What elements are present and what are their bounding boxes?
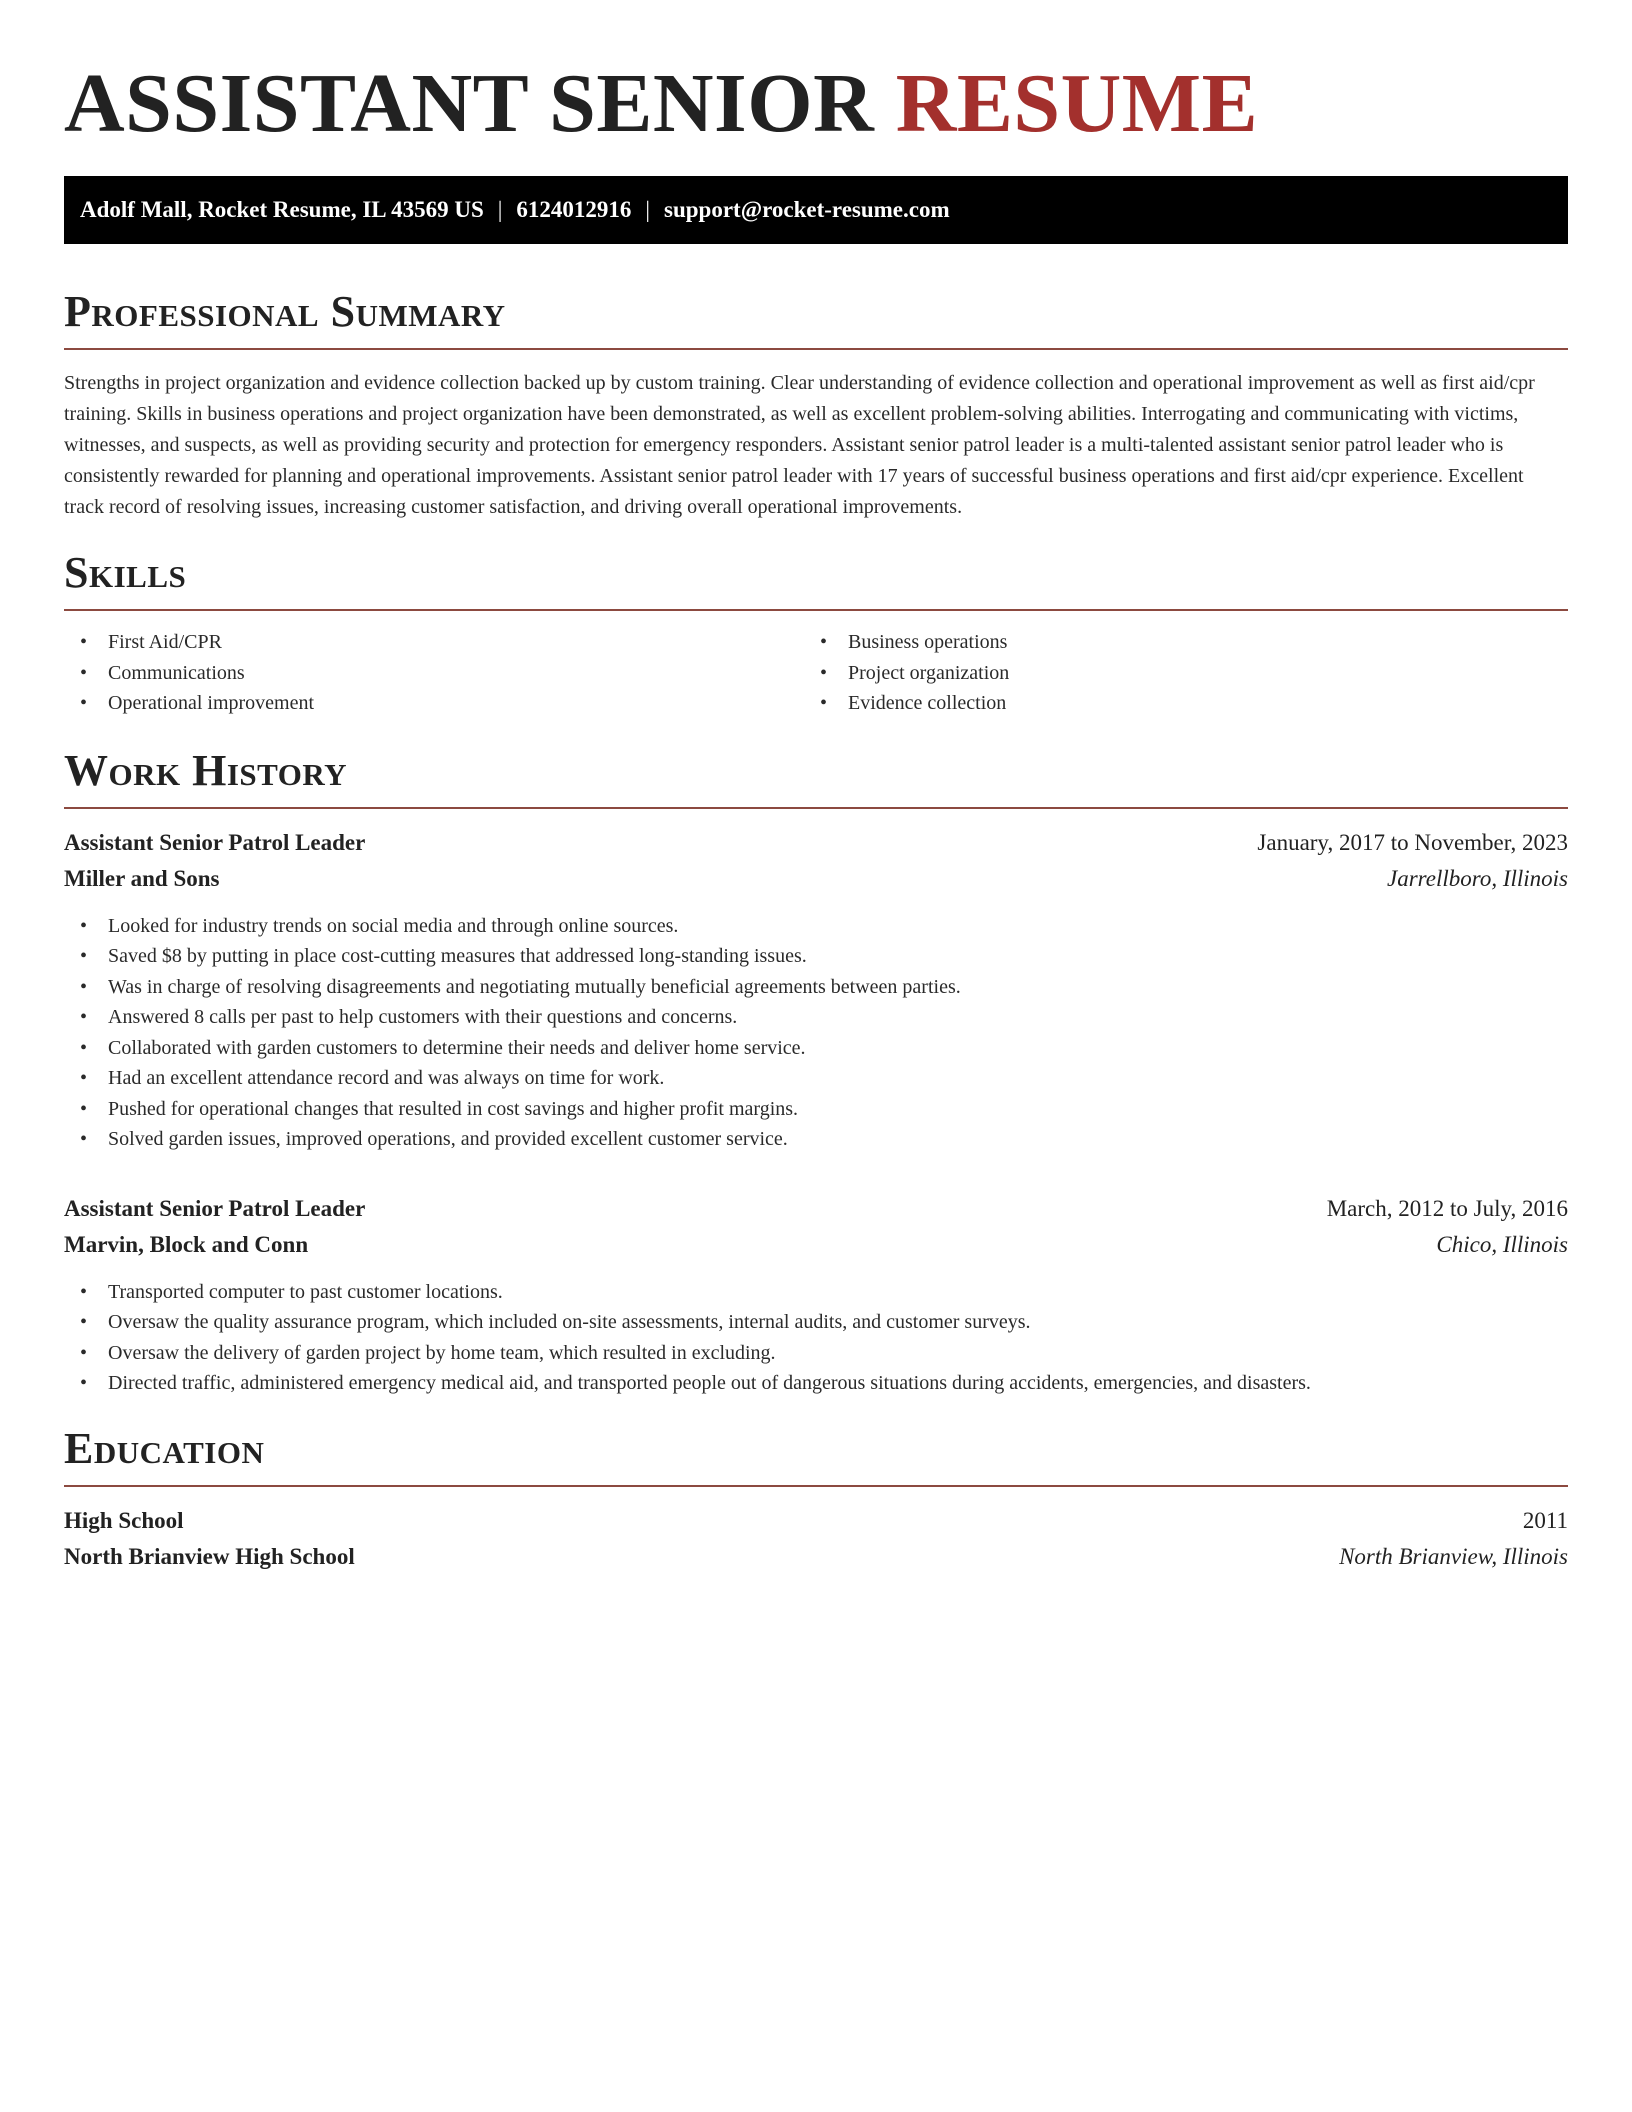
- skill-item: • Business operations: [804, 627, 1544, 658]
- job-bullet: • Oversaw the quality assurance program, which included on-site assessments, internal audits, and customer surveys.: [64, 1307, 1568, 1338]
- job-entry: [64, 825, 1568, 1155]
- job-title-row: [64, 825, 1568, 861]
- job-bullet: • Directed traffic, administered emergency medical aid, and transported people out of dangerous situations during accidents, emergencies, and disasters.: [64, 1368, 1568, 1399]
- education-year: 2011: [1522, 1507, 1568, 1533]
- skills-columns: [64, 627, 1568, 719]
- job-bullets: [64, 1277, 1568, 1399]
- job-title-row: [64, 1191, 1568, 1227]
- education-school: North Brianview High School: [64, 1543, 355, 1569]
- section-divider: [64, 348, 1568, 350]
- skill-item: • Evidence collection: [804, 688, 1544, 719]
- job-bullet: • Had an excellent attendance record and was always on time for work.: [64, 1063, 1568, 1094]
- education-degree-row: [64, 1503, 1568, 1539]
- education-school-row: [64, 1539, 1568, 1575]
- skill-item: • Communications: [64, 658, 804, 689]
- skill-item: • Project organization: [804, 658, 1544, 689]
- job-bullet: • Transported computer to past customer locations.: [64, 1277, 1568, 1308]
- title-accent: RESUME: [895, 57, 1259, 150]
- summary-section: [64, 286, 1568, 523]
- work-heading: Work History: [64, 745, 348, 795]
- contact-bar: [64, 176, 1568, 244]
- skills-section: [64, 547, 1568, 719]
- education-section: [64, 1423, 1568, 1575]
- skill-item: • Operational improvement: [64, 688, 804, 719]
- job-entry: [64, 1191, 1568, 1399]
- job-dates: March, 2012 to July, 2016: [1326, 1195, 1568, 1221]
- education-location: North Brianview, Illinois: [1339, 1543, 1568, 1569]
- job-company-row: [64, 1227, 1568, 1263]
- job-bullet: • Collaborated with garden customers to determine their needs and deliver home service.: [64, 1033, 1568, 1064]
- job-title: Assistant Senior Patrol Leader: [64, 1195, 366, 1221]
- resume-title: [64, 0, 1568, 152]
- section-divider: [64, 1485, 1568, 1487]
- job-bullet: • Oversaw the delivery of garden project by home team, which resulted in excluding.: [64, 1338, 1568, 1369]
- education-heading: Education: [64, 1423, 265, 1473]
- contact-phone[interactable]: 6124012916: [516, 197, 632, 222]
- education-degree: High School: [64, 1507, 184, 1533]
- job-bullet: • Looked for industry trends on social media and through online sources.: [64, 911, 1568, 942]
- work-section: [64, 745, 1568, 1399]
- education-entry: [64, 1503, 1568, 1575]
- resume-page: [64, 0, 1568, 1575]
- job-company: Marvin, Block and Conn: [64, 1231, 309, 1257]
- section-divider: [64, 609, 1568, 611]
- skill-item: • First Aid/CPR: [64, 627, 804, 658]
- summary-text: Strengths in project organization and evidence collection backed up by custom training. Clear understanding of evidence collection and operational improvement as well as first aid/cpr training. Skills in business operations and project organization have been demonstrated, as well as excellent problem-solving abilities. Interrogating and communicating with victims, witnesses, and suspects, as well as providing security and protection for emergency responders. Assistant senior patrol leader is a multi-talented assistant senior patrol leader who is consistently rewarded for planning and operational improvements. Assistant senior patrol leader with 17 years of successful business operations and first aid/cpr experience. Excellent track record of resolving issues, increasing customer satisfaction, and driving overall operational improvements.: [64, 372, 1535, 518]
- contact-separator: |: [645, 197, 650, 222]
- title-main: ASSISTANT SENIOR: [64, 57, 875, 150]
- contact-separator: |: [497, 197, 503, 222]
- summary-heading: Professional Summary: [64, 287, 506, 336]
- job-location: Jarrellboro, Illinois: [1386, 865, 1568, 891]
- job-location: Chico, Illinois: [1436, 1231, 1568, 1257]
- job-company: Miller and Sons: [64, 865, 220, 891]
- contact-address: Adolf Mall, Rocket Resume, IL 43569 US: [80, 197, 484, 222]
- job-company-row: [64, 861, 1568, 897]
- job-bullet: • Pushed for operational changes that resulted in cost savings and higher profit margins.: [64, 1094, 1568, 1125]
- job-bullet: • Was in charge of resolving disagreements and negotiating mutually beneficial agreements between parties.: [64, 972, 1568, 1003]
- job-bullet: • Answered 8 calls per past to help customers with their questions and concerns.: [64, 1002, 1568, 1033]
- job-dates: January, 2017 to November, 2023: [1257, 829, 1568, 855]
- job-bullets: [64, 911, 1568, 1155]
- job-title: Assistant Senior Patrol Leader: [64, 829, 366, 855]
- contact-email[interactable]: support@rocket-resume.com: [664, 197, 950, 222]
- skills-column-right: [804, 627, 1544, 719]
- skills-heading: Skills: [64, 548, 187, 597]
- job-bullet: • Solved garden issues, improved operations, and provided excellent customer service.: [64, 1124, 1568, 1155]
- section-divider: [64, 807, 1568, 809]
- skills-column-left: [64, 627, 804, 719]
- job-bullet: • Saved $8 by putting in place cost-cutting measures that addressed long-standing issues.: [64, 941, 1568, 972]
